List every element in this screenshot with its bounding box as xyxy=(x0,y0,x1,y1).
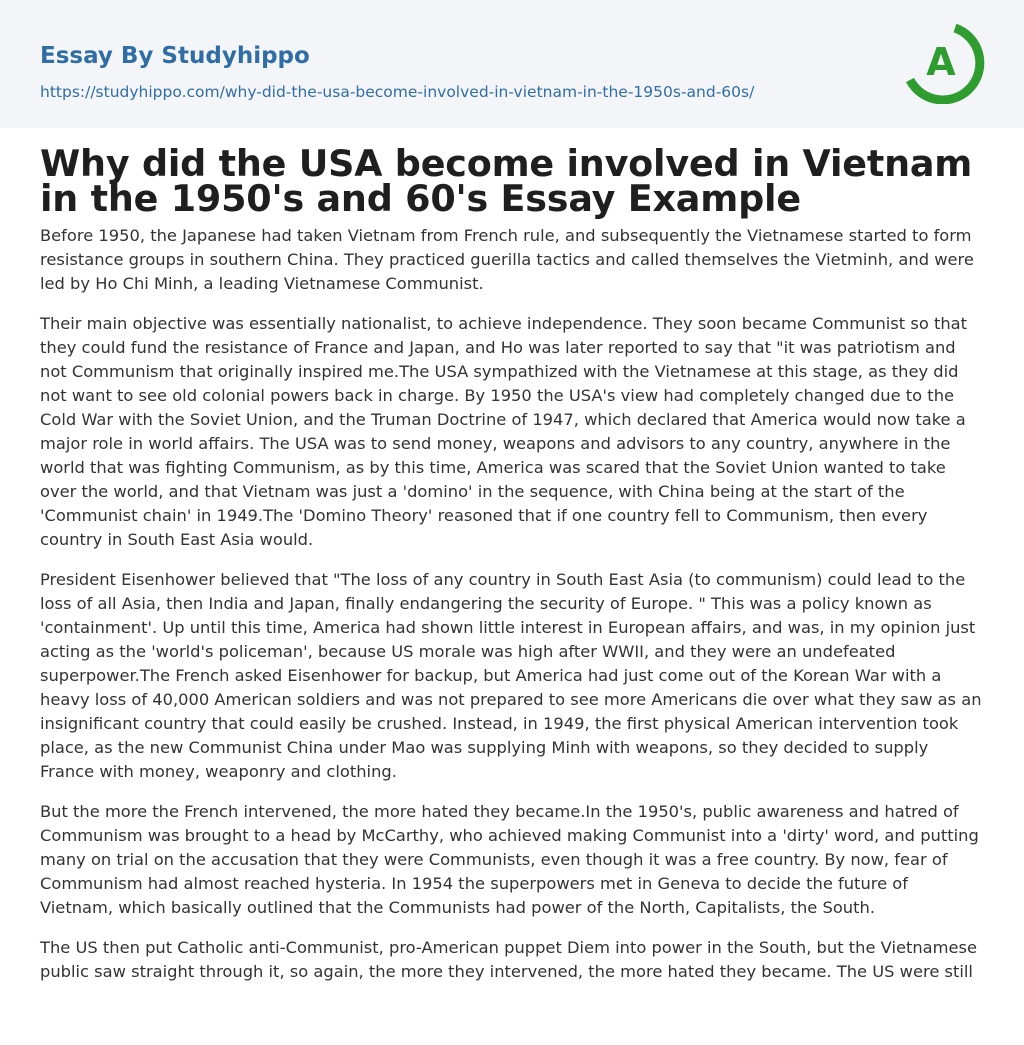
logo-letter: A xyxy=(926,40,956,84)
site-title[interactable]: Essay By Studyhippo xyxy=(40,43,310,69)
site-header xyxy=(0,0,1024,128)
essay-paragraph: Their main objective was essentially nationalist, to achieve independence. They soon became Communist so that they could fund the resistance of France and Japan, and Ho was later reported to say that "it was patriotism and not Communism that originally inspired me.The USA sympathized with the Vietnamese at this stage, as they did not want to see old colonial powers back in charge. By 1950 the USA's view had completely changed due to the Cold War with the Soviet Union, and the Truman Doctrine of 1947, which declared that America would now take a major role in world affairs. The USA was to send money, weapons and advisors to any country, anywhere in the world that was fighting Communism, as by this time, America was scared that the Soviet Union wanted to take over the world, and that Vietnam was just a 'domino' in the sequence, with China being at the start of the 'Communist chain' in 1949.The 'Domino Theory' reasoned that if one country fell to Communism, then every country in South East Asia would. xyxy=(40,314,968,549)
essay-title: Why did the USA become involved in Vietnam in the 1950's and 60's Essay Example xyxy=(40,142,973,220)
studyhippo-logo-icon[interactable] xyxy=(900,18,986,104)
source-url-link[interactable]: https://studyhippo.com/why-did-the-usa-become-involved-in-vietnam-in-the-1950s-and-60s/ xyxy=(40,83,755,101)
essay-paragraph: Before 1950, the Japanese had taken Vietnam from French rule, and subsequently the Vietnamese started to form resistance groups in southern China. They practiced guerilla tactics and called themselves the Vietminh, and were led by Ho Chi Minh, a leading Vietnamese Communist. xyxy=(40,226,974,293)
essay-paragraph: But the more the French intervened, the more hated they became.In the 1950's, public awareness and hatred of Communism was brought to a head by McCarthy, who achieved making Communist into a 'dirty' word, and putting many on trial on the accusation that they were Communists, even though it was a free country. By now, fear of Communism had almost reached hysteria. In 1954 the superpowers met in Geneva to decide the future of Vietnam, which basically outlined that the Communists had power of the North, Capitalists, the South. xyxy=(40,802,979,917)
essay-paragraph: The US then put Catholic anti-Communist, pro-American puppet Diem into power in the South, but the Vietnamese public saw straight through it, so again, the more they intervened, the more hated they became. The US were still xyxy=(40,938,978,981)
essay-paragraph: President Eisenhower believed that "The loss of any country in South East Asia (to communism) could lead to the loss of all Asia, then India and Japan, finally endangering the security of Europe. " This was a policy known as 'containment'. Up until this time, America had shown little interest in European affairs, and was, in my opinion just acting as the 'world's policeman', because US morale was high after WWII, and they were an undefeated superpower.The French asked Eisenhower for backup, but America had just come out of the Korean War with a heavy loss of 40,000 American soldiers and was not prepared to see more Americans die over what they saw as an insignificant country that could easily be crushed. Instead, in 1949, the first physical American intervention took place, as the new Communist China under Mao was supplying Minh with weapons, so they decided to supply France with money, weaponry and clothing. xyxy=(40,570,982,781)
article-body xyxy=(0,142,1024,984)
